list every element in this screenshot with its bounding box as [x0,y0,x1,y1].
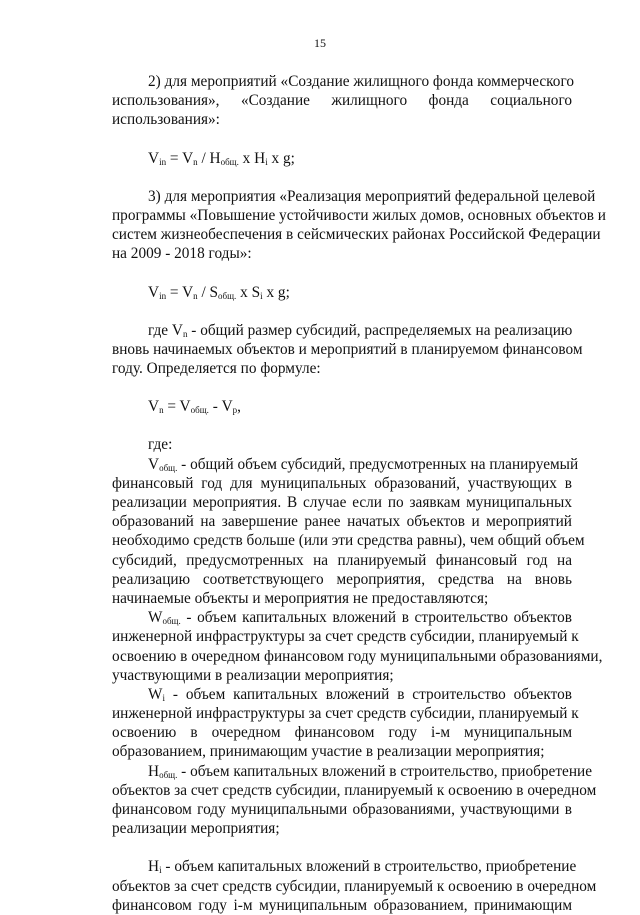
blank-line [112,130,572,149]
blank-line [112,302,572,321]
text-line: финансовом году i-м муниципальным образованием, принимающим [112,896,572,914]
text-line: $W_i$ - объем капитальных вложений в строительство объектов [148,685,572,703]
text-line: использования», «Создание жилищного фонда социального [112,92,572,110]
text-line: освоению в очередном финансовом году муниципальными образованиями, [112,647,603,665]
text-line: 2) для мероприятий «Создание жилищного фонда коммерческого [148,73,574,90]
text-line: освоению в очередном финансовом году i-м муниципальным [112,724,572,742]
text-line: использования»: [112,111,220,129]
text-line: 3) для мероприятия «Реализация мероприятий федеральной целевой [148,187,596,205]
text-line: субсидий, предусмотренных на планируемый финансовый год на [112,551,572,569]
blank-line [112,168,572,187]
text-line: инженерной инфраструктуры за счет средств субсидии, планируемый к [112,705,579,723]
text-line: где: [148,436,173,454]
page-number: 15 [314,36,326,50]
text-line: начинаемые объекты и мероприятия не предоставляются; [112,589,489,607]
text-line: $V_{in} = V_n / S_{общ.}$ x $S_i$ x g; [148,283,290,301]
text-line: систем жизнеобеспечения в сейсмических районах Российской Федерации [112,226,601,244]
text-line: образованием, принимающим участие в реализации мероприятия; [112,743,545,761]
document-body [112,72,606,915]
text-line: реализации мероприятия; [112,820,280,838]
text-line: $W_{общ.}$ - объем капитальных вложений в строительство объектов [148,609,572,627]
text-line: $V_{in} = V_n / H_{общ.}$ x $H_i$ x g; [148,149,295,167]
text-line: вновь начинаемых объектов и мероприятий в планируемом финансовом [112,340,583,358]
text-line: $H_{общ.}$ - объем капитальных вложений в строительство, приобретение [148,762,592,780]
text-line: программы «Повышение устойчивости жилых домов, основных объектов и [112,206,606,224]
text-line: финансовом году муниципальными образованиями, участвующими в [112,801,572,818]
text-line: объектов за счет средств субсидии, планируемый к освоению в очередном [112,877,597,895]
text-line: инженерной инфраструктуры за счет средств субсидии, планируемый к [112,628,579,646]
blank-line [112,416,572,435]
blank-line [112,378,572,397]
text-line: году. Определяется по формуле: [112,360,321,378]
text-line: объектов за счет средств субсидии, планируемый к освоению в очередном [112,781,597,799]
text-line: $H_i$ - объем капитальных вложений в строительство, приобретение [148,858,577,876]
text-line: где $V_n$ - общий размер субсидий, распределяемых на реализацию [148,321,573,339]
text-line: на 2009 - 2018 годы»: [112,245,252,263]
text-line: участвующими в реализации мероприятия; [112,666,394,684]
blank-line [112,838,572,857]
text-line: образований на завершение ранее начатых объектов и мероприятий [112,513,572,531]
text-line: $V_n = V_{общ.} - V_p$, [148,398,241,416]
blank-line [112,264,572,283]
text-line: реализации мероприятия. В случае если по заявкам муниципальных [112,494,572,511]
text-line: $V_{общ.}$ - общий объем субсидий, предусмотренных на планируемый [148,455,579,473]
text-line: финансовый год для муниципальных образований, участвующих в [112,474,572,492]
text-line: реализацию соответствующего мероприятия, средства на вновь [112,570,572,588]
text-line: необходимо средств больше (или эти средства равны), чем общий объем [112,532,585,550]
